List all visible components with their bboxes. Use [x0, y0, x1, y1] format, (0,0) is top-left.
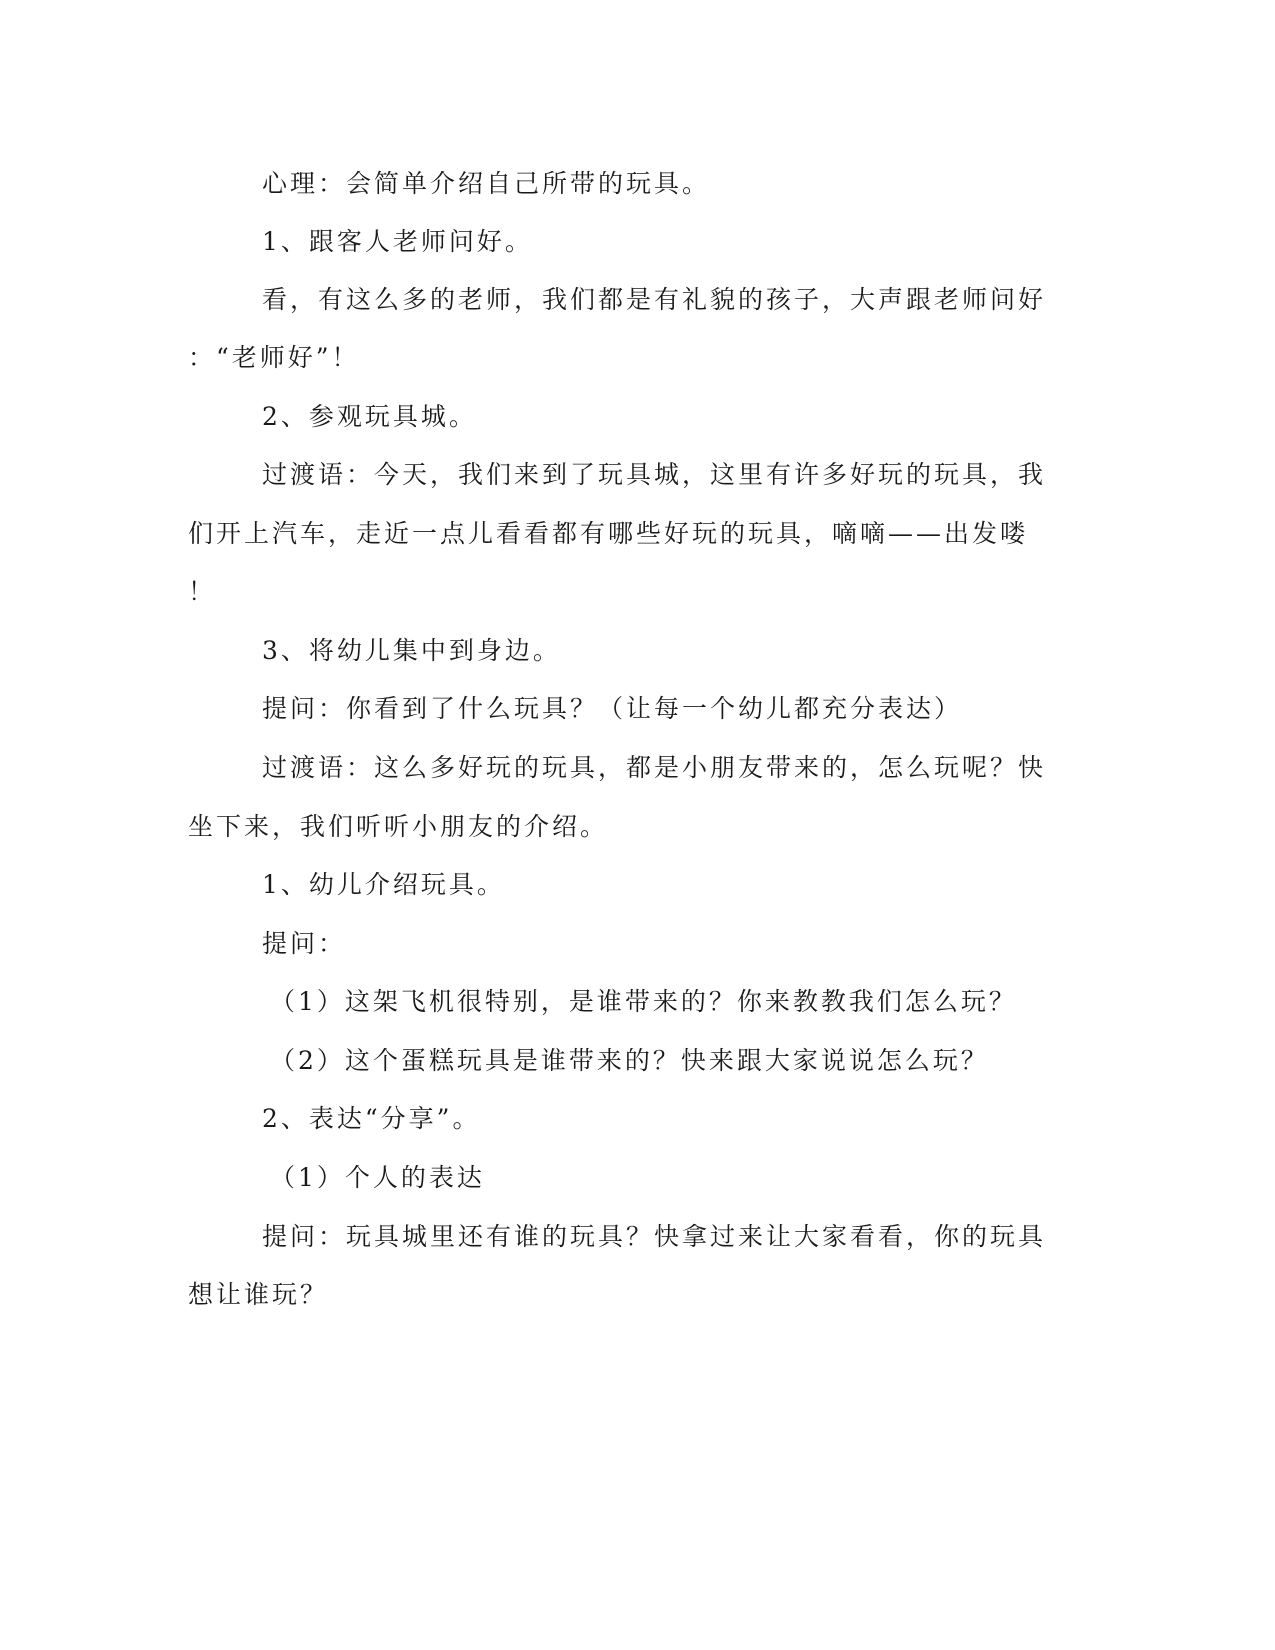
- paragraph-line: 3、将幼儿集中到身边。: [262, 636, 561, 665]
- paragraph-line: 1、跟客人老师问好。: [262, 227, 533, 256]
- paragraph-line: 坐下来，我们听听小朋友的介绍。: [188, 812, 609, 841]
- paragraph-line: 2、参观玩具城。: [262, 402, 477, 431]
- paragraph-line: ！: [188, 577, 217, 606]
- paragraph-line: 2、表达“分享”。: [262, 1104, 481, 1133]
- paragraph-line: 提问：玩具城里还有谁的玩具？快拿过来让大家看看，你的玩具: [262, 1222, 1047, 1251]
- paragraph-line: ：“老师好”！: [188, 343, 360, 372]
- paragraph-line: 们开上汽车，走近一点儿看看都有哪些好玩的玩具，嘀嘀——出发喽: [188, 519, 1029, 548]
- paragraph-line: 1、幼儿介绍玩具。: [262, 870, 505, 899]
- paragraph-line: 过渡语：这么多好玩的玩具，都是小朋友带来的，怎么玩呢？快: [262, 753, 1047, 782]
- paragraph-line: 过渡语：今天，我们来到了玩具城，这里有许多好玩的玩具，我: [262, 460, 1047, 489]
- paragraph-line: 想让谁玩？: [188, 1280, 329, 1309]
- paragraph-line: 心理：会简单介绍自己所带的玩具。: [262, 169, 711, 198]
- paragraph-line: （2）这个蛋糕玩具是谁带来的？快来跟大家说说怎么玩？: [270, 1046, 989, 1075]
- paragraph-line: 看，有这么多的老师，我们都是有礼貌的孩子，大声跟老师问好: [262, 285, 1047, 314]
- paragraph-line: （1）个人的表达: [270, 1163, 485, 1192]
- paragraph-line: 提问：: [262, 929, 347, 958]
- paragraph-line: （1）这架飞机很特别，是谁带来的？你来教教我们怎么玩？: [270, 987, 1017, 1016]
- paragraph-line: 提问：你看到了什么玩具？（让每一个幼儿都充分表达）: [262, 694, 963, 723]
